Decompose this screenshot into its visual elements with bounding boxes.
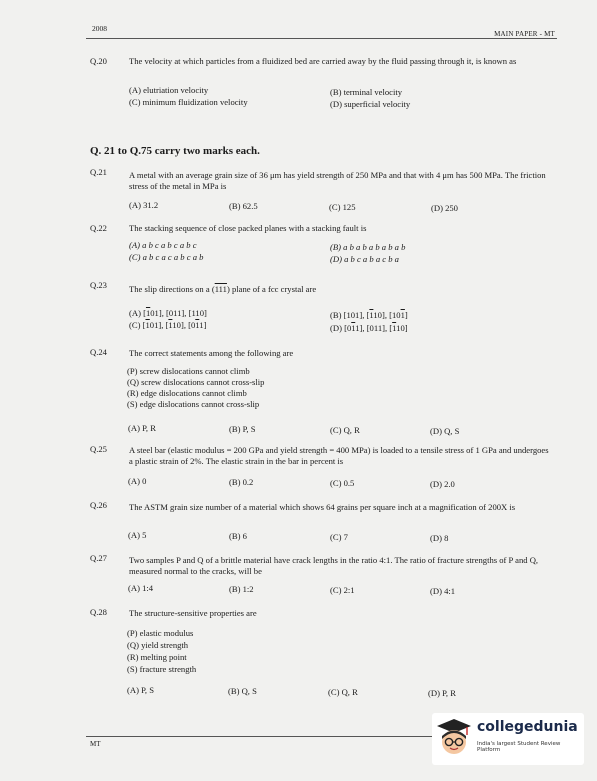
section-heading: Q. 21 to Q.75 carry two marks each.: [90, 145, 260, 157]
question-number: Q.20: [90, 56, 107, 66]
option-b: (B) 6: [229, 531, 247, 541]
option-b: (B) 0.2: [229, 477, 254, 487]
option-a: (A) elutriation velocity: [129, 85, 209, 95]
option-b: (B) P, S: [229, 424, 256, 434]
option-b: (B) [101], [110], [101]: [330, 310, 408, 320]
header-rule: [86, 38, 557, 39]
option-d: (D) 4:1: [430, 586, 456, 596]
option-a: (A) 5: [128, 530, 147, 540]
option-c: (C) 7: [330, 532, 348, 542]
watermark-tagline: India's largest Student Review Platform: [477, 741, 561, 753]
question-text: The velocity at which particles from a fluidized bed are carried away by the fluid passing through it, is known as: [129, 56, 517, 66]
footer-label: MT: [90, 740, 101, 748]
option-a: (A) a b c a b c a b c: [129, 240, 197, 250]
option-d: (D) 2.0: [430, 479, 455, 489]
option-c: (C) minimum fluidization velocity: [129, 97, 248, 107]
option-d: (D) a b c a b a c b a: [330, 254, 399, 264]
option-a: (A) 31.2: [129, 200, 159, 210]
question-text: Two samples P and Q of a brittle material have crack lengths in the ratio 4:1. The ratio of fracture strengths of P and Q, measured normal to the cracks, will be: [129, 555, 539, 576]
statement-item: (P) elastic modulus: [127, 628, 194, 638]
watermark-brand: collegedunia: [477, 719, 578, 735]
statement-item: (Q) yield strength: [127, 640, 189, 650]
header-year: 2008: [92, 24, 107, 33]
option-b: (B) 1:2: [229, 584, 254, 594]
option-a: (A) 1:4: [128, 583, 154, 593]
question-number: Q.23: [90, 280, 107, 290]
question-text: The ASTM grain size number of a material which shows 64 grains per square inch at a magnification of 200X is: [129, 502, 516, 512]
option-b: (B) terminal velocity: [330, 87, 403, 97]
question-number: Q.28: [90, 607, 107, 617]
option-d: (D) Q, S: [430, 426, 460, 436]
collegedunia-watermark: [432, 713, 584, 765]
option-d: (D) 8: [430, 533, 449, 543]
question-number: Q.26: [90, 500, 107, 510]
option-c: (C) 2:1: [330, 585, 355, 595]
question-number: Q.27: [90, 553, 107, 563]
option-c: (C) Q, R: [330, 425, 360, 435]
option-a: (A) 0: [128, 476, 147, 486]
option-c: (C) 125: [329, 202, 356, 212]
statement-item: (P) screw dislocations cannot climb: [127, 366, 250, 376]
statement-item: (S) fracture strength: [127, 664, 197, 674]
header-paper-title: MAIN PAPER - MT: [494, 30, 555, 38]
option-b: (B) a b a b a b a b a b: [330, 242, 406, 252]
option-a: (A) P, S: [127, 685, 154, 695]
option-b: (B) 62.5: [229, 201, 258, 211]
option-d: (D) 250: [431, 203, 458, 213]
question-number: Q.21: [90, 167, 107, 177]
question-number: Q.22: [90, 223, 107, 233]
question-number: Q.25: [90, 444, 107, 454]
option-d: (D) superficial velocity: [330, 99, 411, 109]
statement-item: (Q) screw dislocations cannot cross-slip: [127, 377, 265, 387]
graduate-mascot-icon: [436, 717, 472, 757]
statement-item: (R) melting point: [127, 652, 187, 662]
option-c: (C) [101], [110], [011]: [129, 320, 207, 330]
option-d: (D) P, R: [428, 688, 456, 698]
option-c: (C) 0.5: [330, 478, 355, 488]
statement-item: (R) edge dislocations cannot climb: [127, 388, 247, 398]
question-text: The stacking sequence of close packed planes with a stacking fault is: [129, 223, 367, 233]
question-text: The slip directions on a (111) plane of a fcc crystal are: [129, 284, 317, 294]
question-text: The correct statements among the following are: [129, 348, 294, 358]
option-c: (C) Q, R: [328, 687, 358, 697]
option-b: (B) Q, S: [228, 686, 257, 696]
question-text: A steel bar (elastic modulus = 200 GPa and yield strength = 400 MPa) is loaded to a tensile stress of 1 GPa and undergoes a plastic strain of 2%. The elastic strain in the bar in percent is: [129, 445, 549, 466]
question-text: The structure-sensitive properties are: [129, 608, 257, 618]
statement-item: (S) edge dislocations cannot cross-slip: [127, 399, 260, 409]
question-text: A metal with an average grain size of 36 μm has yield strength of 250 MPa and that with 4 μm has 500 MPa. The friction stress of the metal in MPa is: [129, 170, 546, 191]
option-a: (A) P, R: [128, 423, 156, 433]
option-d: (D) [011], [011], [110]: [330, 323, 408, 333]
question-number: Q.24: [90, 347, 107, 357]
option-a: (A) [101], [011], [110]: [129, 308, 207, 318]
option-c: (C) a b c a c a b c a b: [129, 252, 204, 262]
